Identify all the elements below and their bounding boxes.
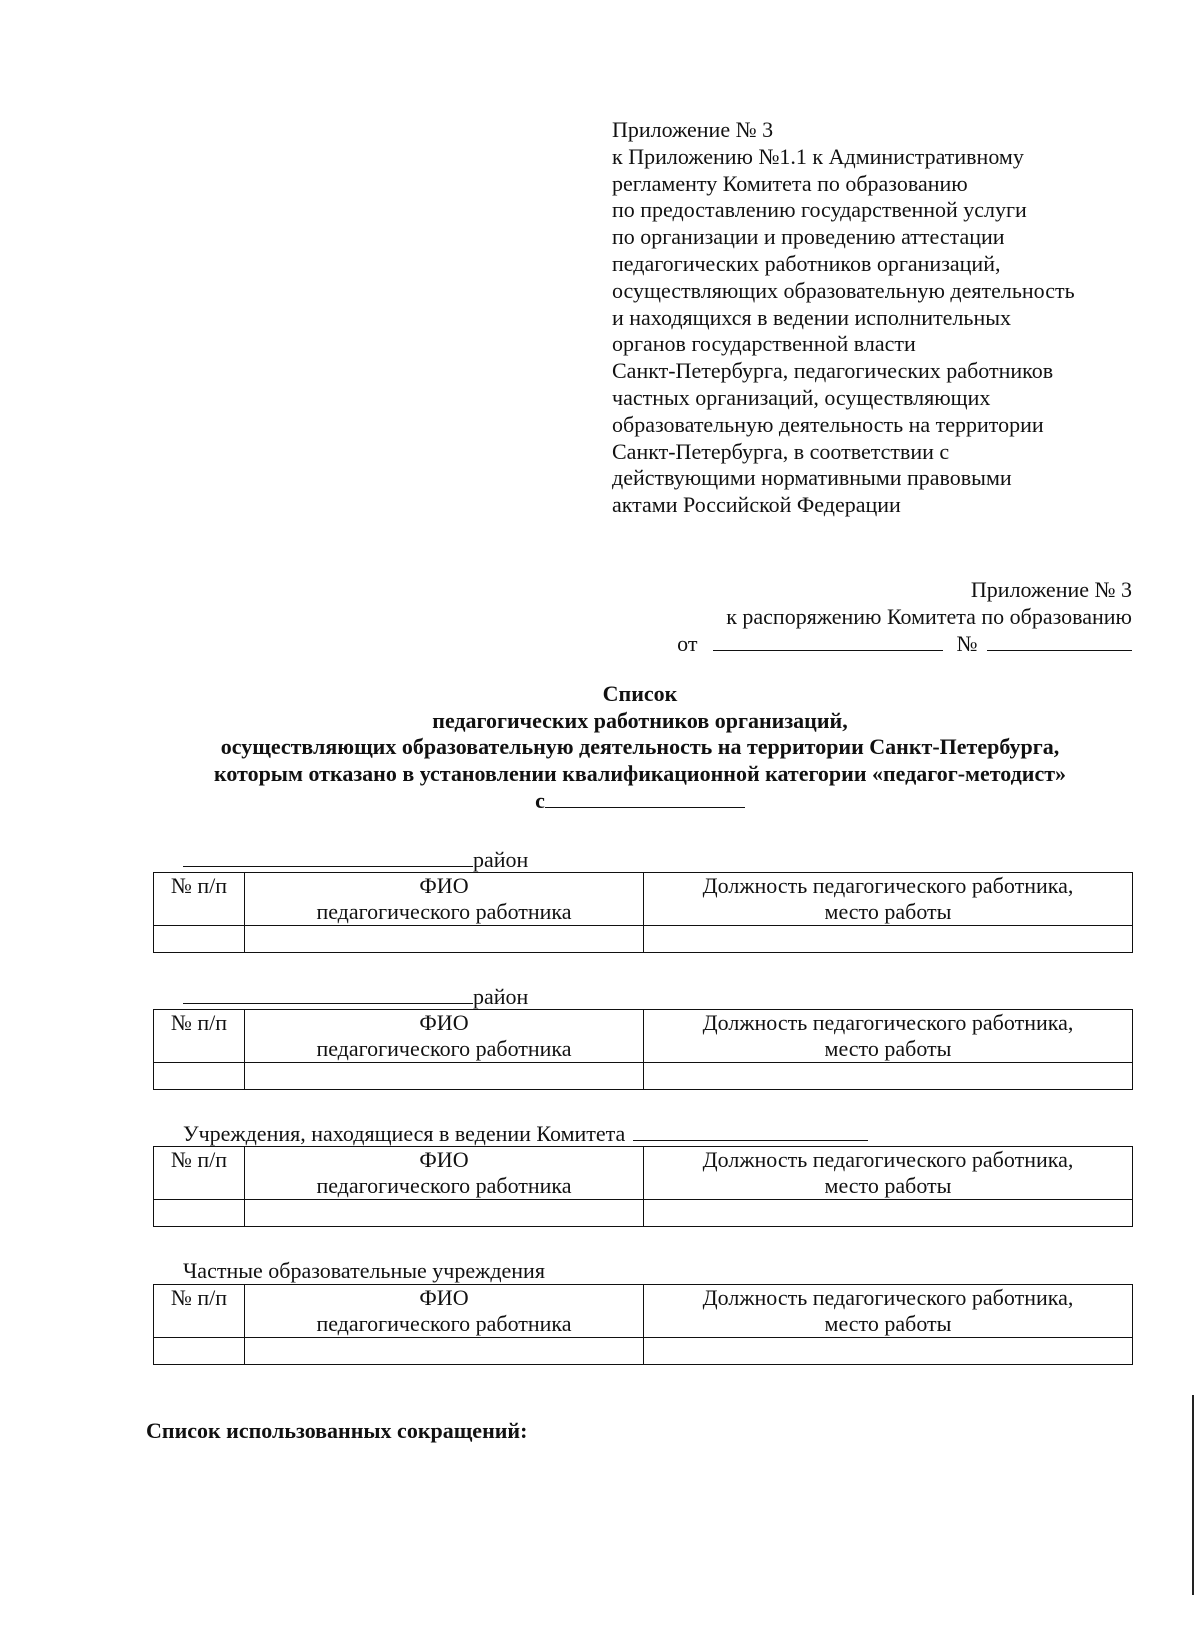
annex-line: Санкт-Петербурга, в соответствии с	[612, 438, 950, 464]
section-label-text: Частные образовательные учреждения	[183, 1258, 545, 1283]
table-cell[interactable]	[644, 1338, 1133, 1365]
table-cell[interactable]	[644, 1063, 1133, 1090]
column-header-position: Должность педагогического работника, место работы	[644, 1147, 1133, 1200]
scan-edge-line	[1192, 1395, 1194, 1595]
table-header-row	[154, 1147, 1133, 1200]
title-line: осуществляющих образовательную деятельность на территории Санкт-Петербурга,	[220, 734, 1060, 759]
order-number-label: №	[956, 631, 978, 656]
abbreviations-title: Список использованных сокращений:	[146, 1418, 528, 1443]
order-annex-number: Приложение № 3	[970, 577, 1132, 602]
annex-line: органов государственной власти	[612, 331, 916, 357]
table-header-row	[154, 873, 1133, 926]
table-cell[interactable]	[644, 1200, 1133, 1227]
annex-header	[612, 117, 1172, 519]
table-cell[interactable]	[154, 1063, 245, 1090]
annex-line: осуществляющих образовательную деятельность	[612, 277, 1075, 303]
annex-line: и находящихся в ведении исполнительных	[612, 304, 1012, 330]
title-date-line	[100, 787, 1180, 815]
section-label-private	[183, 1258, 545, 1284]
annex-line: образовательную деятельность на территории	[612, 411, 1044, 437]
column-header-number: № п/п	[154, 1010, 245, 1063]
table-cell[interactable]	[154, 1200, 245, 1227]
table-cell[interactable]	[154, 1338, 245, 1365]
list-title	[100, 681, 1180, 815]
column-header-position: Должность педагогического работника, место работы	[644, 1285, 1133, 1338]
column-header-fio: ФИО педагогического работника	[245, 1010, 644, 1063]
table-cell[interactable]	[245, 1063, 644, 1090]
annex-line: по предоставлению государственной услуги	[612, 197, 1027, 223]
annex-line: Приложение № 3	[612, 117, 774, 142]
table-cell[interactable]	[644, 926, 1133, 953]
table-header-row	[154, 1010, 1133, 1063]
annex-line: регламенту Комитета по образованию	[612, 170, 968, 196]
table-header-row	[154, 1285, 1133, 1338]
section-label-text: Учреждения, находящиеся в ведении Комитета	[183, 1121, 626, 1146]
list-table-district-1	[153, 872, 1133, 953]
title-date-prefix: с	[535, 788, 545, 813]
title-line: педагогических работников организаций,	[432, 707, 848, 733]
table-cell[interactable]	[154, 926, 245, 953]
table-row	[154, 1200, 1133, 1227]
district-name-blank[interactable]	[183, 846, 473, 867]
order-from-label: от	[677, 631, 698, 656]
column-header-fio: ФИО педагогического работника	[245, 873, 644, 926]
column-header-number: № п/п	[154, 1147, 245, 1200]
table-row	[154, 1063, 1133, 1090]
annex-line: действующими нормативными правовыми	[612, 465, 1012, 491]
column-header-number: № п/п	[154, 1285, 245, 1338]
column-header-fio: ФИО педагогического работника	[245, 1285, 644, 1338]
section-label-committee	[183, 1120, 868, 1147]
column-header-position: Должность педагогического работника, место работы	[644, 873, 1133, 926]
table-cell[interactable]	[245, 1338, 644, 1365]
title-line: которым отказано в установлении квалификационной категории «педагог-методист»	[213, 760, 1067, 786]
column-header-position: Должность педагогического работника, место работы	[644, 1010, 1133, 1063]
list-table-private	[153, 1284, 1133, 1365]
table-row	[154, 1338, 1133, 1365]
order-date-blank[interactable]	[713, 630, 943, 651]
annex-line: по организации и проведению аттестации	[612, 224, 1005, 250]
list-table-district-2	[153, 1009, 1133, 1090]
title-date-blank[interactable]	[545, 787, 745, 808]
committee-name-blank[interactable]	[633, 1120, 868, 1141]
annex-line: к Приложению №1.1 к Административному	[612, 143, 1024, 169]
list-table-committee	[153, 1146, 1133, 1227]
order-date-number-line	[572, 630, 1132, 657]
section-label-text: район	[473, 984, 529, 1009]
district-name-blank[interactable]	[183, 983, 473, 1004]
table-cell[interactable]	[245, 1200, 644, 1227]
table-cell[interactable]	[245, 926, 644, 953]
annex-line: частных организаций, осуществляющих	[612, 384, 991, 410]
order-reference: к распоряжению Комитета по образованию	[726, 604, 1132, 629]
column-header-number: № п/п	[154, 873, 245, 926]
section-label-district-1	[183, 846, 528, 873]
section-label-district-2	[183, 983, 528, 1010]
annex-line: актами Российской Федерации	[612, 492, 901, 518]
annex-line: Санкт-Петербурга, педагогических работников	[612, 358, 1054, 384]
title-line: Список	[602, 681, 678, 706]
column-header-fio: ФИО педагогического работника	[245, 1147, 644, 1200]
order-header	[572, 576, 1132, 657]
section-label-text: район	[473, 847, 529, 872]
annex-line: педагогических работников организаций,	[612, 250, 1001, 276]
order-number-blank[interactable]	[987, 630, 1132, 651]
table-row	[154, 926, 1133, 953]
